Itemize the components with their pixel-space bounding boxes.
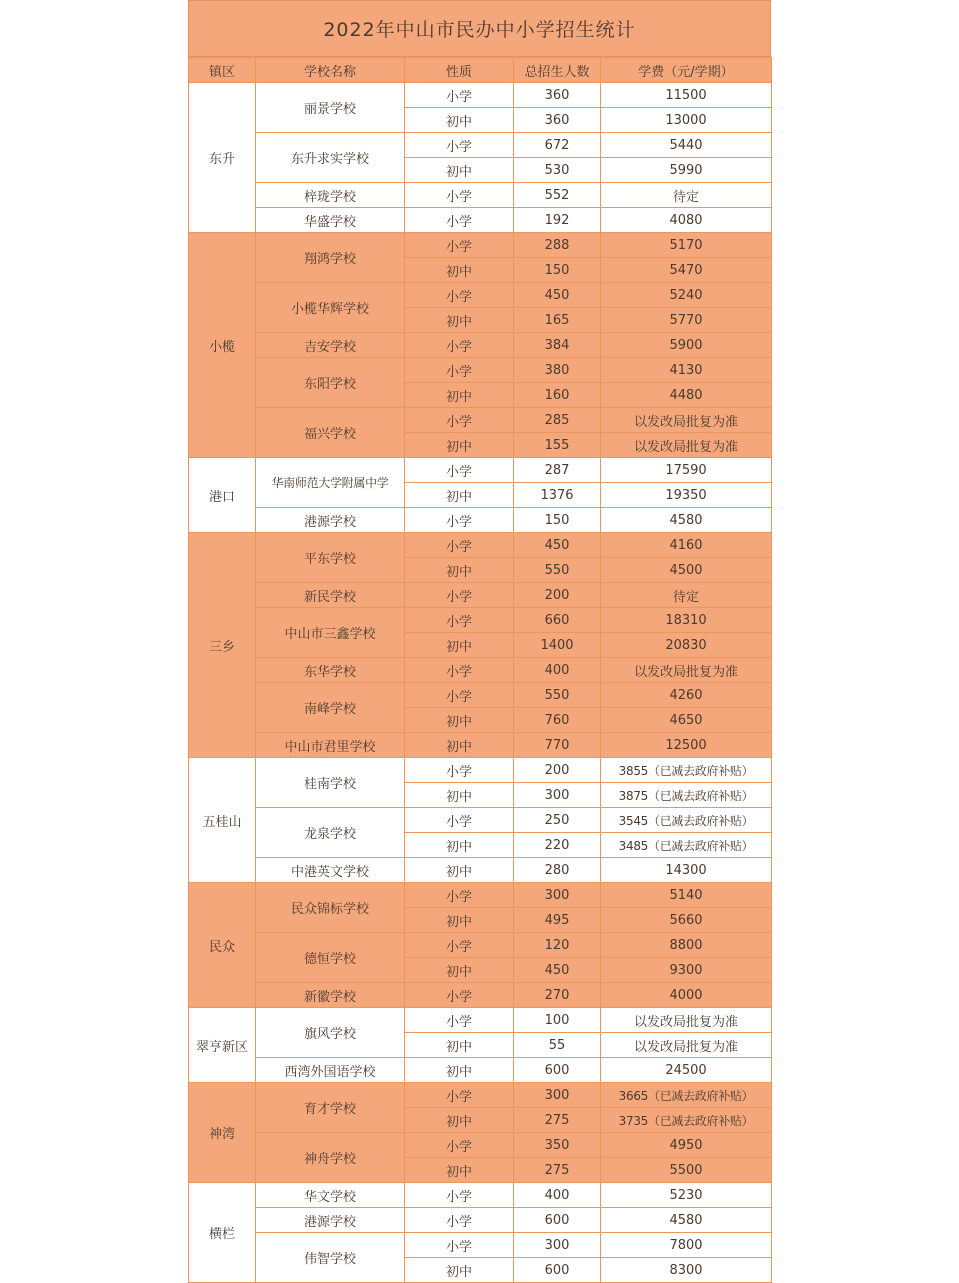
type-cell: 小学 xyxy=(405,608,514,633)
count-cell: 384 xyxy=(514,333,601,358)
type-cell: 初中 xyxy=(405,1033,514,1058)
type-cell: 初中 xyxy=(405,483,514,508)
type-cell: 初中 xyxy=(405,1158,514,1183)
fee-cell: 14300 xyxy=(601,858,772,883)
count-cell: 600 xyxy=(514,1208,601,1233)
type-cell: 初中 xyxy=(405,383,514,408)
table-row xyxy=(189,1083,772,1108)
fee-cell: 3875（已减去政府补贴） xyxy=(601,783,772,808)
fee-cell: 12500 xyxy=(601,733,772,758)
type-cell: 初中 xyxy=(405,1258,514,1283)
type-cell: 初中 xyxy=(405,958,514,983)
count-cell: 192 xyxy=(514,208,601,233)
town-cell: 港口 xyxy=(189,458,256,533)
type-cell: 初中 xyxy=(405,708,514,733)
table-row xyxy=(189,683,772,708)
school-cell: 华文学校 xyxy=(256,1183,405,1208)
fee-cell: 4260 xyxy=(601,683,772,708)
type-cell: 小学 xyxy=(405,533,514,558)
count-cell: 288 xyxy=(514,233,601,258)
fee-cell: 8300 xyxy=(601,1258,772,1283)
school-cell: 小榄华辉学校 xyxy=(256,283,405,333)
town-cell: 横栏 xyxy=(189,1183,256,1283)
type-cell: 小学 xyxy=(405,933,514,958)
type-cell: 小学 xyxy=(405,1133,514,1158)
table-row xyxy=(189,458,772,483)
school-cell: 民众锦标学校 xyxy=(256,883,405,933)
type-cell: 小学 xyxy=(405,883,514,908)
count-cell: 100 xyxy=(514,1008,601,1033)
table-row xyxy=(189,733,772,758)
count-cell: 350 xyxy=(514,1133,601,1158)
type-cell: 小学 xyxy=(405,183,514,208)
type-cell: 初中 xyxy=(405,858,514,883)
type-cell: 小学 xyxy=(405,233,514,258)
fee-cell: 以发改局批复为准 xyxy=(601,658,772,683)
count-cell: 155 xyxy=(514,433,601,458)
fee-cell: 4580 xyxy=(601,508,772,533)
fee-cell: 以发改局批复为准 xyxy=(601,433,772,458)
header-count: 总招生人数 xyxy=(514,58,601,83)
type-cell: 小学 xyxy=(405,408,514,433)
school-cell: 龙泉学校 xyxy=(256,808,405,858)
school-cell: 港源学校 xyxy=(256,1208,405,1233)
table-row xyxy=(189,408,772,433)
fee-cell: 5440 xyxy=(601,133,772,158)
table-row xyxy=(189,1208,772,1233)
school-cell: 神舟学校 xyxy=(256,1133,405,1183)
count-cell: 270 xyxy=(514,983,601,1008)
type-cell: 小学 xyxy=(405,283,514,308)
table-row xyxy=(189,1133,772,1158)
table-row xyxy=(189,233,772,258)
fee-cell: 17590 xyxy=(601,458,772,483)
count-cell: 55 xyxy=(514,1033,601,1058)
type-cell: 初中 xyxy=(405,308,514,333)
count-cell: 120 xyxy=(514,933,601,958)
table-row xyxy=(189,283,772,308)
count-cell: 770 xyxy=(514,733,601,758)
school-cell: 旗风学校 xyxy=(256,1008,405,1058)
type-cell: 小学 xyxy=(405,208,514,233)
school-cell: 梓珑学校 xyxy=(256,183,405,208)
town-cell: 小榄 xyxy=(189,233,256,458)
school-cell: 中港英文学校 xyxy=(256,858,405,883)
town-cell: 翠亨新区 xyxy=(189,1008,256,1083)
fee-cell: 待定 xyxy=(601,583,772,608)
count-cell: 150 xyxy=(514,258,601,283)
count-cell: 200 xyxy=(514,758,601,783)
enrollment-table xyxy=(188,57,772,1283)
count-cell: 1376 xyxy=(514,483,601,508)
type-cell: 小学 xyxy=(405,1083,514,1108)
fee-cell: 20830 xyxy=(601,633,772,658)
type-cell: 初中 xyxy=(405,1108,514,1133)
table-row xyxy=(189,1183,772,1208)
fee-cell: 3735（已减去政府补贴） xyxy=(601,1108,772,1133)
school-cell: 平东学校 xyxy=(256,533,405,583)
table-row xyxy=(189,1008,772,1033)
count-cell: 287 xyxy=(514,458,601,483)
town-cell: 五桂山 xyxy=(189,758,256,883)
fee-cell: 24500 xyxy=(601,1058,772,1083)
type-cell: 小学 xyxy=(405,683,514,708)
type-cell: 初中 xyxy=(405,1058,514,1083)
table-row xyxy=(189,933,772,958)
count-cell: 300 xyxy=(514,783,601,808)
count-cell: 400 xyxy=(514,1183,601,1208)
fee-cell: 以发改局批复为准 xyxy=(601,408,772,433)
type-cell: 小学 xyxy=(405,758,514,783)
count-cell: 360 xyxy=(514,83,601,108)
school-cell: 西湾外国语学校 xyxy=(256,1058,405,1083)
fee-cell: 4580 xyxy=(601,1208,772,1233)
type-cell: 初中 xyxy=(405,733,514,758)
table-row xyxy=(189,508,772,533)
type-cell: 小学 xyxy=(405,1008,514,1033)
count-cell: 380 xyxy=(514,358,601,383)
school-cell: 东华学校 xyxy=(256,658,405,683)
fee-cell: 9300 xyxy=(601,958,772,983)
table-row xyxy=(189,608,772,633)
fee-cell: 4080 xyxy=(601,208,772,233)
type-cell: 小学 xyxy=(405,583,514,608)
table-row xyxy=(189,208,772,233)
count-cell: 550 xyxy=(514,558,601,583)
table-row xyxy=(189,758,772,783)
fee-cell: 5170 xyxy=(601,233,772,258)
town-cell: 东升 xyxy=(189,83,256,233)
type-cell: 小学 xyxy=(405,83,514,108)
type-cell: 小学 xyxy=(405,983,514,1008)
table-row xyxy=(189,883,772,908)
school-cell: 伟智学校 xyxy=(256,1233,405,1283)
count-cell: 300 xyxy=(514,1233,601,1258)
table-row xyxy=(189,583,772,608)
count-cell: 150 xyxy=(514,508,601,533)
fee-cell: 5900 xyxy=(601,333,772,358)
town-cell: 神湾 xyxy=(189,1083,256,1183)
count-cell: 275 xyxy=(514,1108,601,1133)
fee-cell: 5240 xyxy=(601,283,772,308)
count-cell: 450 xyxy=(514,283,601,308)
type-cell: 小学 xyxy=(405,358,514,383)
count-cell: 285 xyxy=(514,408,601,433)
page-title: 2022年中山市民办中小学招生统计 xyxy=(188,0,771,57)
fee-cell: 13000 xyxy=(601,108,772,133)
type-cell: 小学 xyxy=(405,133,514,158)
fee-cell: 4650 xyxy=(601,708,772,733)
type-cell: 初中 xyxy=(405,908,514,933)
school-cell: 中山市三鑫学校 xyxy=(256,608,405,658)
type-cell: 初中 xyxy=(405,108,514,133)
count-cell: 760 xyxy=(514,708,601,733)
count-cell: 360 xyxy=(514,108,601,133)
fee-cell: 3855（已减去政府补贴） xyxy=(601,758,772,783)
count-cell: 300 xyxy=(514,883,601,908)
type-cell: 小学 xyxy=(405,1183,514,1208)
enrollment-sheet xyxy=(188,0,771,1280)
count-cell: 495 xyxy=(514,908,601,933)
school-cell: 新徽学校 xyxy=(256,983,405,1008)
school-cell: 东阳学校 xyxy=(256,358,405,408)
school-cell: 中山市君里学校 xyxy=(256,733,405,758)
table-body xyxy=(189,83,772,1283)
header-town: 镇区 xyxy=(189,58,256,83)
fee-cell: 5770 xyxy=(601,308,772,333)
table-header-row xyxy=(189,58,772,83)
fee-cell: 4130 xyxy=(601,358,772,383)
town-cell: 三乡 xyxy=(189,533,256,758)
school-cell: 福兴学校 xyxy=(256,408,405,458)
table-row xyxy=(189,133,772,158)
header-type: 性质 xyxy=(405,58,514,83)
type-cell: 初中 xyxy=(405,783,514,808)
type-cell: 小学 xyxy=(405,458,514,483)
type-cell: 小学 xyxy=(405,508,514,533)
table-row xyxy=(189,658,772,683)
count-cell: 1400 xyxy=(514,633,601,658)
table-row xyxy=(189,533,772,558)
fee-cell: 以发改局批复为准 xyxy=(601,1008,772,1033)
count-cell: 600 xyxy=(514,1258,601,1283)
count-cell: 200 xyxy=(514,583,601,608)
school-cell: 新民学校 xyxy=(256,583,405,608)
count-cell: 250 xyxy=(514,808,601,833)
school-cell: 丽景学校 xyxy=(256,83,405,133)
fee-cell: 5660 xyxy=(601,908,772,933)
fee-cell: 5500 xyxy=(601,1158,772,1183)
type-cell: 小学 xyxy=(405,658,514,683)
type-cell: 小学 xyxy=(405,1233,514,1258)
table-row xyxy=(189,333,772,358)
fee-cell: 4950 xyxy=(601,1133,772,1158)
type-cell: 初中 xyxy=(405,258,514,283)
fee-cell: 4500 xyxy=(601,558,772,583)
school-cell: 翔鸿学校 xyxy=(256,233,405,283)
fee-cell: 4480 xyxy=(601,383,772,408)
town-cell: 民众 xyxy=(189,883,256,1008)
header-school: 学校名称 xyxy=(256,58,405,83)
type-cell: 小学 xyxy=(405,808,514,833)
table-row xyxy=(189,983,772,1008)
school-cell: 育才学校 xyxy=(256,1083,405,1133)
school-cell: 桂南学校 xyxy=(256,758,405,808)
fee-cell: 19350 xyxy=(601,483,772,508)
fee-cell: 以发改局批复为准 xyxy=(601,1033,772,1058)
fee-cell: 5470 xyxy=(601,258,772,283)
count-cell: 660 xyxy=(514,608,601,633)
fee-cell: 3545（已减去政府补贴） xyxy=(601,808,772,833)
type-cell: 初中 xyxy=(405,433,514,458)
fee-cell: 5140 xyxy=(601,883,772,908)
fee-cell: 4160 xyxy=(601,533,772,558)
count-cell: 220 xyxy=(514,833,601,858)
fee-cell: 18310 xyxy=(601,608,772,633)
fee-cell: 5990 xyxy=(601,158,772,183)
school-cell: 东升求实学校 xyxy=(256,133,405,183)
count-cell: 530 xyxy=(514,158,601,183)
type-cell: 小学 xyxy=(405,1208,514,1233)
school-cell: 港源学校 xyxy=(256,508,405,533)
count-cell: 275 xyxy=(514,1158,601,1183)
header-fee: 学费（元/学期） xyxy=(601,58,772,83)
count-cell: 400 xyxy=(514,658,601,683)
table-row xyxy=(189,858,772,883)
type-cell: 初中 xyxy=(405,833,514,858)
school-cell: 德恒学校 xyxy=(256,933,405,983)
table-row xyxy=(189,808,772,833)
fee-cell: 3665（已减去政府补贴） xyxy=(601,1083,772,1108)
count-cell: 550 xyxy=(514,683,601,708)
type-cell: 小学 xyxy=(405,333,514,358)
fee-cell: 8800 xyxy=(601,933,772,958)
table-row xyxy=(189,183,772,208)
count-cell: 450 xyxy=(514,533,601,558)
type-cell: 初中 xyxy=(405,158,514,183)
school-cell: 南峰学校 xyxy=(256,683,405,733)
count-cell: 160 xyxy=(514,383,601,408)
fee-cell: 3485（已减去政府补贴） xyxy=(601,833,772,858)
fee-cell: 11500 xyxy=(601,83,772,108)
table-row xyxy=(189,83,772,108)
count-cell: 300 xyxy=(514,1083,601,1108)
table-row xyxy=(189,1233,772,1258)
type-cell: 初中 xyxy=(405,633,514,658)
type-cell: 初中 xyxy=(405,558,514,583)
count-cell: 280 xyxy=(514,858,601,883)
count-cell: 672 xyxy=(514,133,601,158)
fee-cell: 待定 xyxy=(601,183,772,208)
fee-cell: 7800 xyxy=(601,1233,772,1258)
fee-cell: 5230 xyxy=(601,1183,772,1208)
school-cell: 吉安学校 xyxy=(256,333,405,358)
count-cell: 165 xyxy=(514,308,601,333)
school-cell: 华盛学校 xyxy=(256,208,405,233)
fee-cell: 4000 xyxy=(601,983,772,1008)
count-cell: 600 xyxy=(514,1058,601,1083)
table-row xyxy=(189,358,772,383)
school-cell: 华南师范大学附属中学 xyxy=(256,458,405,508)
count-cell: 552 xyxy=(514,183,601,208)
table-row xyxy=(189,1058,772,1083)
count-cell: 450 xyxy=(514,958,601,983)
